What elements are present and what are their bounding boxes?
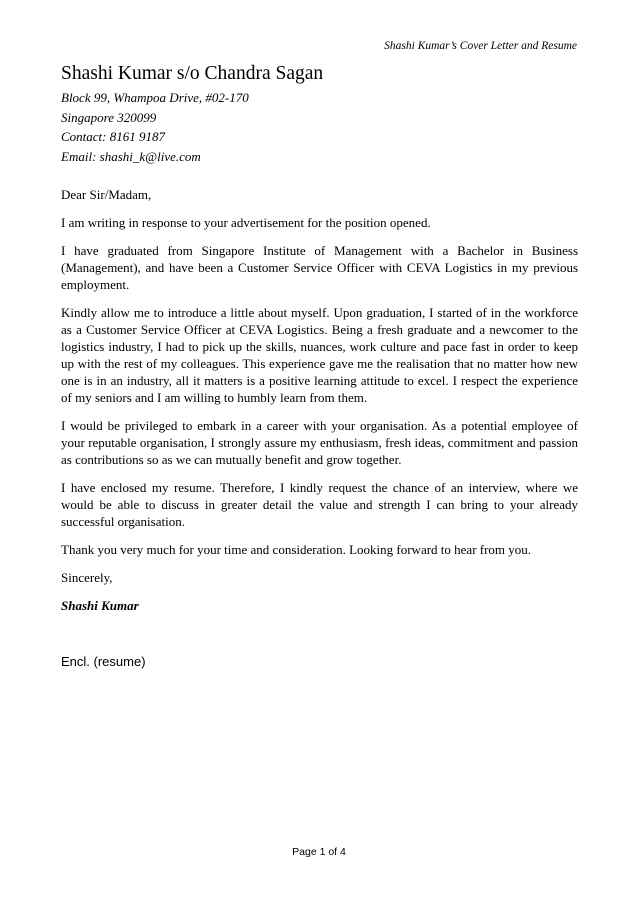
signature: Shashi Kumar: [61, 598, 139, 613]
paragraph-interview-request: I have enclosed my resume. Therefore, I kindly request the chance of an interview, where we would be able to discuss in greater detail the value and strength I can bring to your already successful organisation.: [61, 480, 578, 529]
paragraph-intro: I am writing in response to your advertisement for the position opened.: [61, 215, 431, 230]
enclosure-note: Encl. (resume): [61, 654, 146, 669]
sender-name: Shashi Kumar s/o Chandra Sagan: [61, 63, 324, 84]
sender-address-line-2: Singapore 320099: [61, 109, 157, 125]
page-number: Page 1 of 4: [292, 846, 346, 858]
paragraph-thanks: Thank you very much for your time and consideration. Looking forward to hear from you.: [61, 542, 532, 557]
paragraph-education: I have graduated from Singapore Institute of Management with a Bachelor in Business (Management), and have been a Customer Service Officer with CEVA Logistics in my previous employment.: [61, 243, 578, 292]
sender-email: Email: shashi_k@live.com: [61, 148, 201, 164]
salutation: Dear Sir/Madam,: [61, 187, 152, 202]
sender-address-line-1: Block 99, Whampoa Drive, #02-170: [61, 90, 249, 105]
sender-contact: Contact: 8161 9187: [61, 129, 165, 144]
paragraph-motivation: I would be privileged to embark in a career with your organisation. As a potential employee of your reputable organisation, I strongly assure my enthusiasm, fresh ideas, commitment and passion as contributions so as we can mutually benefit and grow together.: [61, 418, 578, 467]
running-header: Shashi Kumar’s Cover Letter and Resume: [384, 40, 577, 52]
closing: Sincerely,: [61, 570, 113, 585]
letter-body: [61, 62, 578, 614]
paragraph-about-me: Kindly allow me to introduce a little about myself. Upon graduation, I started of in the workforce as a Customer Service Officer at CEVA Logistics. Being a fresh graduate and a newcomer to the logistics industry, I had to pick up the skills, nuances, work culture and pace fast in order to keep up with the rest of my colleagues. This experience gave me the realisation that no matter how new one is in an industry, all it matters is a positive learning attitude to excel. I respect the experience of my seniors and I am willing to humbly learn from them.: [61, 305, 578, 405]
